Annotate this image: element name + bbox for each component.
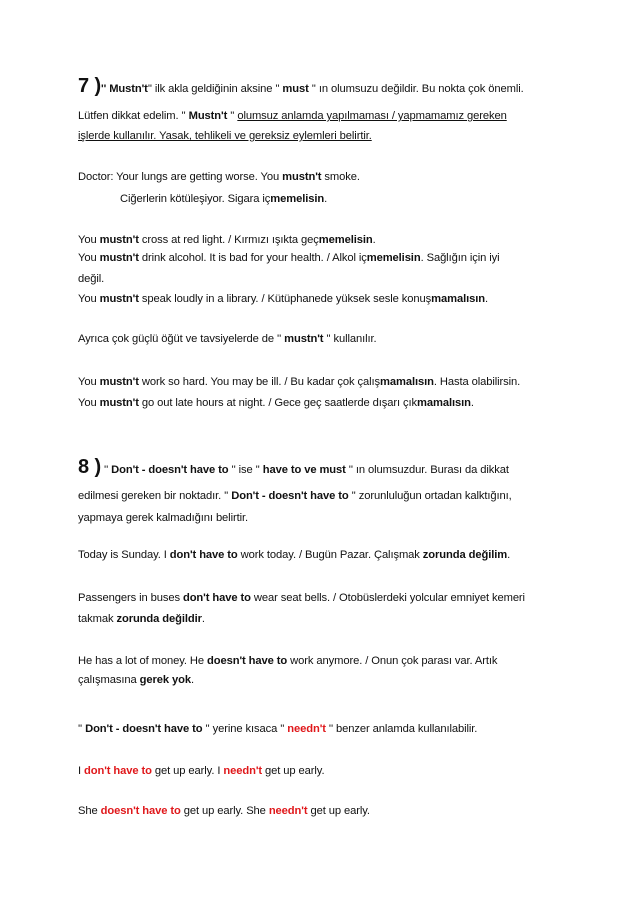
example-money <box>78 654 497 668</box>
suffix: memelisin <box>270 193 325 205</box>
suffix: mamalısın <box>380 376 434 388</box>
text: You <box>78 397 100 409</box>
example-money-cont <box>78 673 194 687</box>
text: çalışmasına <box>78 674 140 686</box>
text: wear seat bells. / Otobüslerdeki yolcular emniyet kemeri <box>250 592 525 604</box>
advice-note <box>78 332 377 346</box>
text: He has a lot of money. He <box>78 655 208 667</box>
keyword-dont-have-to: Don't - doesn't have to <box>231 490 349 502</box>
text: work today. / Bugün Pazar. Çalışmak <box>237 549 423 561</box>
neednt-note <box>78 722 477 736</box>
keyword-mustnt: mustn't <box>99 376 139 388</box>
section-8-para-line-1 <box>78 489 512 503</box>
text: Ciğerlerin kötüleşiyor. Sigara iç <box>120 193 271 205</box>
keyword-dont-have-to: don't have to <box>84 765 152 777</box>
example-red-light <box>78 233 376 247</box>
text: '' ın olumsuzu değildir. Bu nokta çok önemli. <box>308 83 524 95</box>
text: '' kullanılır. <box>323 333 377 345</box>
emphasis: zorunda değildir <box>116 613 202 625</box>
keyword-mustnt: Mustn't <box>109 83 148 95</box>
doctor-translation <box>120 192 327 206</box>
keyword-mustnt: mustn't <box>99 293 139 305</box>
text: . <box>324 193 328 205</box>
keyword-mustnt: mustn't <box>284 333 324 345</box>
section-7-para-line-2: işlerde kullanılır. Yasak, tehlikeli ve gereksiz eylemleri belirtir. <box>78 130 372 142</box>
text: . <box>470 397 474 409</box>
text: '' ise '' <box>228 464 263 476</box>
text: . Sağlığın için iyi <box>420 252 500 264</box>
keyword-dont-have-to: Don't - doesn't have to <box>85 723 203 735</box>
section-number: 7 ) <box>78 75 102 97</box>
emphasis: gerek yok <box>139 674 191 686</box>
text: '' benzer anlamda kullanılabilir. <box>325 723 478 735</box>
keyword-must: must <box>282 83 309 95</box>
suffix: mamalısın <box>431 293 485 305</box>
text: smoke. <box>321 171 360 183</box>
keyword-neednt: needn't <box>287 723 326 735</box>
text: She <box>78 805 101 817</box>
text: . <box>201 613 205 625</box>
example-alcohol <box>78 251 500 265</box>
text: You <box>78 234 100 246</box>
text: '' ın olumsuzdur. Burası da dikkat <box>345 464 509 476</box>
suffix: mamalısın <box>417 397 471 409</box>
keyword-mustnt: mustn't <box>99 397 139 409</box>
text: speak loudly in a library. / Kütüphanede yüksek sesle konuş <box>138 293 432 305</box>
suffix: memelisin <box>318 234 373 246</box>
text: go out late hours at night. / Gece geç saatlerde dışarı çık <box>138 397 418 409</box>
text: edilmesi gereken bir noktadır. '' <box>78 490 232 502</box>
quote: '' <box>101 83 110 95</box>
text: '' <box>227 110 238 122</box>
example-she-get-up <box>78 804 370 818</box>
keyword-doesnt-have-to: doesn't have to <box>100 805 181 817</box>
text: get up early. <box>262 765 325 777</box>
text: I <box>78 765 85 777</box>
text: '' <box>101 464 112 476</box>
text: cross at red light. / Kırmızı ışıkta geç <box>138 234 319 246</box>
doctor-example <box>78 170 360 184</box>
example-work-hard <box>78 375 520 389</box>
text: get up early. <box>307 805 370 817</box>
text: '' ilk akla geldiğinin aksine '' <box>147 83 283 95</box>
keyword-have-to-must: have to ve must <box>262 464 346 476</box>
text: . <box>190 674 194 686</box>
text: Lütfen dikkat edelim. '' <box>78 110 189 122</box>
keyword-mustnt: mustn't <box>282 171 322 183</box>
text: Ayrıca çok güçlü öğüt ve tavsiyelerde de '' <box>78 333 285 345</box>
keyword-mustnt: mustn't <box>99 234 139 246</box>
text: . Hasta olabilirsin. <box>433 376 521 388</box>
text: Passengers in buses <box>78 592 183 604</box>
text: . <box>507 549 511 561</box>
section-8-heading <box>78 457 509 477</box>
section-7-para-line-1 <box>78 109 507 123</box>
example-sunday <box>78 548 510 562</box>
example-alcohol-cont: değil. <box>78 273 105 285</box>
text: '' <box>78 723 86 735</box>
suffix: memelisin <box>366 252 421 264</box>
text: work so hard. You may be ill. / Bu kadar çok çalış <box>138 376 380 388</box>
example-library <box>78 292 488 306</box>
keyword-dont-have-to: don't have to <box>169 549 238 561</box>
text: get up early. I <box>151 765 224 777</box>
keyword-dont-have-to: Don't - doesn't have to <box>111 464 229 476</box>
text: Today is Sunday. I <box>78 549 170 561</box>
text: Doctor: Your lungs are getting worse. You <box>78 171 283 183</box>
example-passengers-cont <box>78 612 205 626</box>
text: You <box>78 376 100 388</box>
text: . <box>372 234 376 246</box>
keyword-dont-have-to: don't have to <box>182 592 251 604</box>
example-go-out <box>78 396 474 410</box>
keyword-mustnt: mustn't <box>99 252 139 264</box>
text: '' yerine kısaca '' <box>202 723 288 735</box>
text: You <box>78 293 100 305</box>
section-number: 8 ) <box>78 456 102 478</box>
text: takmak <box>78 613 117 625</box>
text: get up early. She <box>180 805 269 817</box>
underlined-text: olumsuz anlamda yapılmaması / yapmamamız gereken <box>237 110 507 122</box>
text: . <box>484 293 488 305</box>
section-7-heading <box>78 76 524 96</box>
section-8-para-line-2: yapmaya gerek kalmadığını belirtir. <box>78 512 248 524</box>
text: work anymore. / Onun çok parası var. Artık <box>287 655 498 667</box>
text: You <box>78 252 100 264</box>
keyword-neednt: needn't <box>268 805 308 817</box>
keyword-mustnt: Mustn't <box>188 110 228 122</box>
example-i-get-up <box>78 764 324 778</box>
text: '' zorunluluğun ortadan kalktığını, <box>348 490 512 502</box>
example-passengers <box>78 591 525 605</box>
text: drink alcohol. It is bad for your health. / Alkol iç <box>138 252 367 264</box>
keyword-doesnt-have-to: doesn't have to <box>207 655 288 667</box>
emphasis: zorunda değilim <box>422 549 508 561</box>
keyword-neednt: needn't <box>223 765 263 777</box>
